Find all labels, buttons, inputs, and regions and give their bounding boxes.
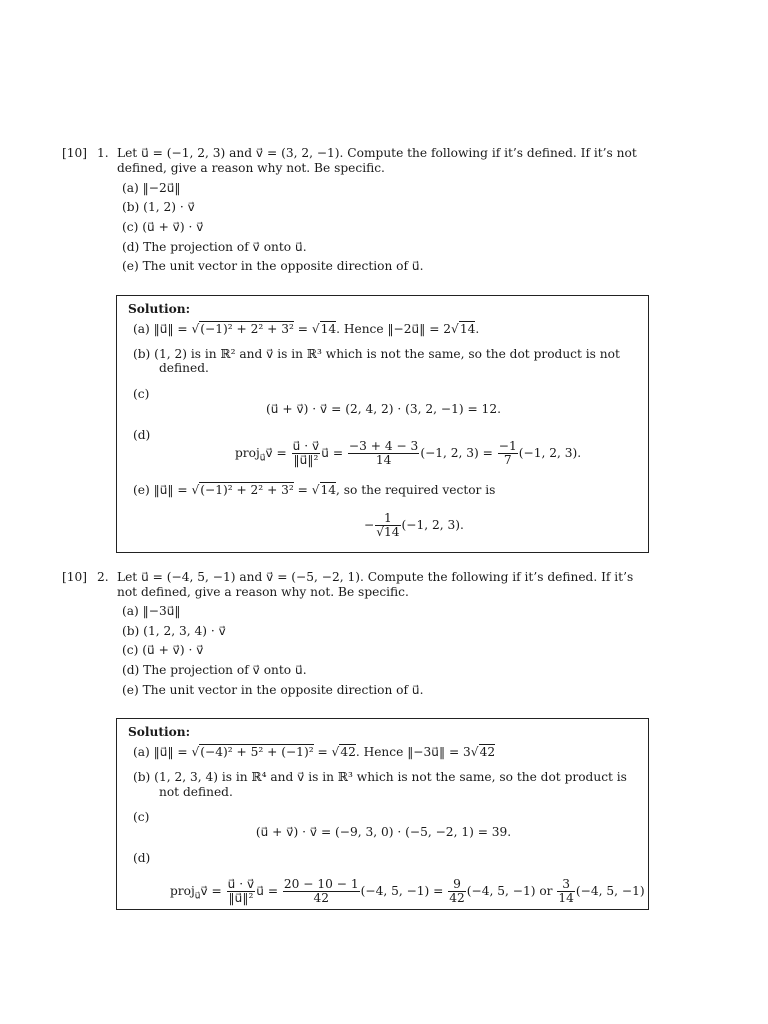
solution-part-d-label: (d) [133,428,151,442]
problem-prompt: not defined, give a reason why not. Be specific. [117,585,409,599]
solution-part-e: (e) ‖u⃗‖ = √(−1)² + 2² + 3² = √14, so the required vector is [133,483,496,497]
problem-prompt: defined, give a reason why not. Be specific. [117,161,385,175]
solution-heading: Solution: [128,302,191,316]
problem-part: (b) (1, 2, 3, 4) · v⃗ [122,624,226,638]
solution-part-c-label: (c) [133,387,150,401]
problem-prompt: Let u⃗ = (−1, 2, 3) and v⃗ = (3, 2, −1). Compute the following if it’s defined. If it’s not [117,146,637,160]
solution-part-d-equation: proj$_{u⃗}$v⃗ = $\frac{u⃗ \cdot v⃗}{\text{‖u⃗‖²}}$ u⃗ = $\frac{-3 + 4 - 3}{14}$ (−1, 2, 3) = $\frac{-1}{7}$ (−1, 2, 3). [235,439,582,467]
solution-part-d-label: (d) [133,851,151,865]
problem-part: (c) (u⃗ + v⃗) · v⃗ [122,220,204,234]
problem-points: [10] [62,146,88,160]
solution-part-b: (b) (1, 2, 3, 4) is in ℝ⁴ and v⃗ is in ℝ³ which is not the same, so the dot product is [133,770,627,784]
problem-number: 2. [97,570,109,584]
solution-part-a: (a) ‖u⃗‖ = √(−1)² + 2² + 3² = √14. Hence ‖−2u⃗‖ = 2√14. [133,322,480,336]
problem-part: (e) The unit vector in the opposite direction of u⃗. [122,683,424,697]
problem-prompt: Let u⃗ = (−4, 5, −1) and v⃗ = (−5, −2, 1). Compute the following if it’s defined. If it’s [117,570,634,584]
problem-part: (e) The unit vector in the opposite direction of u⃗. [122,259,424,273]
solution-heading: Solution: [128,725,191,739]
solution-part-a: (a) ‖u⃗‖ = √(−4)² + 5² + (−1)² = √42. Hence ‖−3u⃗‖ = 3√42 [133,745,496,759]
solution-part-e-equation: − $\frac{1}{√14}$ (−1, 2, 3). [364,511,464,539]
problem-number: 1. [97,146,109,160]
problem-part: (a) ‖−3u⃗‖ [122,604,181,618]
solution-part-d-equation: proj$_{u⃗}$v⃗ = $\frac{u⃗ \cdot v⃗}{\text{‖u⃗‖²}}$ u⃗ = $\frac{20 - 10 - 1}{42}$ (−4, 5, −1) = $\frac{9}{42}$ (−4, 5, −1) or $\frac{3}{14}$ (−4, 5, −1) [170,877,645,905]
problem-part: (d) The projection of v⃗ onto u⃗. [122,663,307,677]
problem-points: [10] [62,570,88,584]
solution-part-c-equation: (u⃗ + v⃗) · v⃗ = (2, 4, 2) · (3, 2, −1) = 12. [266,402,501,416]
problem-part: (c) (u⃗ + v⃗) · v⃗ [122,643,204,657]
problem-part: (b) (1, 2) · v⃗ [122,200,195,214]
solution-box [116,295,649,553]
solution-box [116,718,649,910]
problem-part: (d) The projection of v⃗ onto u⃗. [122,240,307,254]
solution-part-b: defined. [159,361,209,375]
solution-part-b: (b) (1, 2) is in ℝ² and v⃗ is in ℝ³ which is not the same, so the dot product is not [133,347,620,361]
problem-part: (a) ‖−2u⃗‖ [122,181,181,195]
solution-part-c-label: (c) [133,810,150,824]
solution-part-c-equation: (u⃗ + v⃗) · v⃗ = (−9, 3, 0) · (−5, −2, 1) = 39. [255,825,512,839]
solution-part-b: not defined. [159,785,233,799]
